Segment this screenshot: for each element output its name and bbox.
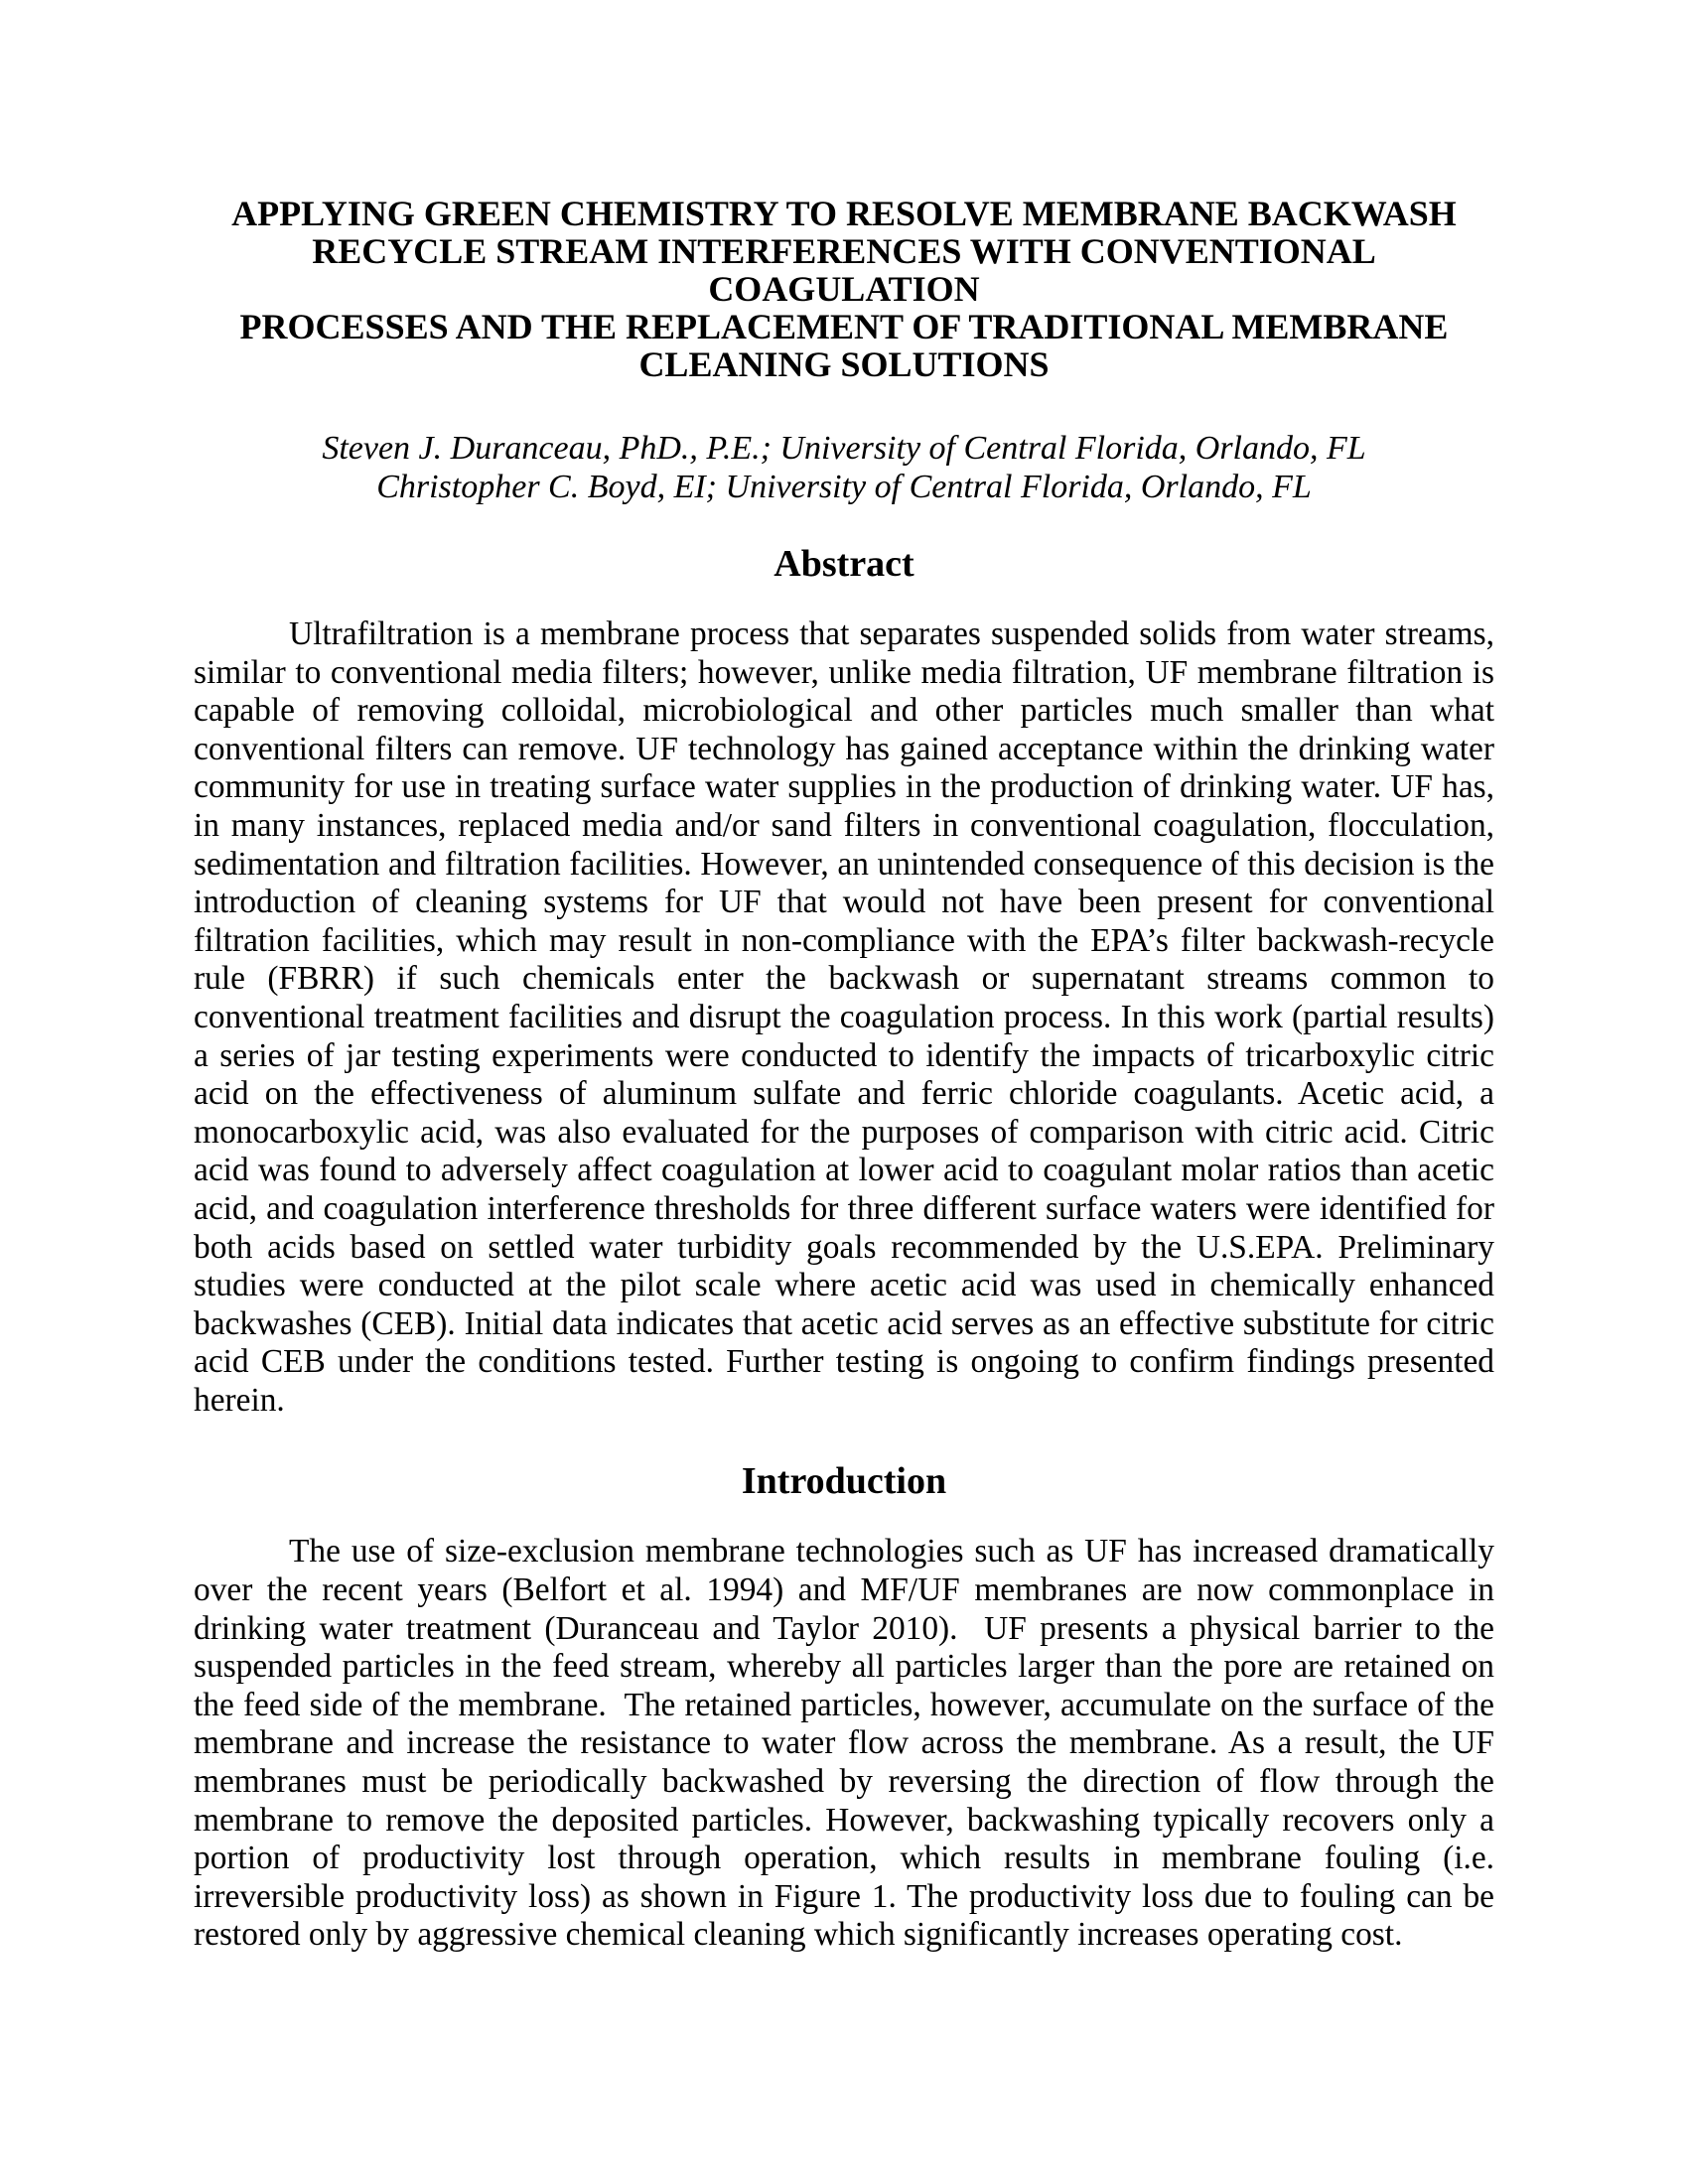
author-block bbox=[194, 429, 1494, 506]
introduction-heading: Introduction bbox=[741, 1460, 947, 1503]
author-line-1: Steven J. Duranceau, PhD., P.E.; University of Central Florida, Orlando, FL bbox=[322, 430, 1366, 467]
abstract-heading: Abstract bbox=[774, 543, 914, 585]
paper-title-line-4: CLEANING SOLUTIONS bbox=[638, 344, 1050, 384]
introduction-paragraph: The use of size-exclusion membrane technologies such as UF has increased dramatically over the recent years (Belfort et al. 1994) and MF/UF membranes are now commonplace in drinking water treatment (Duranceau and Taylor 2010). UF presents a physical barrier to the suspended particles in the feed stream, whereby all particles larger than the pore are retained on the feed side of the membrane. The retained particles, however, accumulate on the surface of the membrane and increase the resistance to water flow across the membrane. As a result, the UF membranes must be periodically backwashed by reversing the direction of flow through the membrane to remove the deposited particles. However, backwashing typically recovers only a portion of productivity lost through operation, which results in membrane fouling (i.e. irreversible productivity loss) as shown in Figure 1. The productivity loss due to fouling can be restored only by aggressive chemical cleaning which significantly increases operating cost. bbox=[194, 1533, 1503, 1954]
paper-title-line-1: APPLYING GREEN CHEMISTRY TO RESOLVE MEMBRANE BACKWASH bbox=[231, 194, 1457, 233]
paper-title bbox=[194, 195, 1494, 383]
paper-title-line-3: PROCESSES AND THE REPLACEMENT OF TRADITIONAL MEMBRANE bbox=[239, 307, 1449, 346]
abstract-paragraph: Ultrafiltration is a membrane process that separates suspended solids from water streams, similar to conventional media filters; however, unlike media filtration, UF membrane filtration is capable of removing colloidal, microbiological and other particles much smaller than what conventional filters can remove. UF technology has gained acceptance within the drinking water community for use in treating surface water supplies in the production of drinking water. UF has, in many instances, replaced media and/or sand filters in conventional coagulation, flocculation, sedimentation and filtration facilities. However, an unintended consequence of this decision is the introduction of cleaning systems for UF that would not have been present for conventional filtration facilities, which may result in non-compliance with the EPA’s filter backwash-recycle rule (FBRR) if such chemicals enter the backwash or supernatant streams common to conventional treatment facilities and disrupt the coagulation process. In this work (partial results) a series of jar testing experiments were conducted to identify the impacts of tricarboxylic citric acid on the effectiveness of aluminum sulfate and ferric chloride coagulants. Acetic acid, a monocarboxylic acid, was also evaluated for the purposes of comparison with citric acid. Citric acid was found to adversely affect coagulation at lower acid to coagulant molar ratios than acetic acid, and coagulation interference thresholds for three different surface waters were identified for both acids based on settled water turbidity goals recommended by the U.S.EPA. Preliminary studies were conducted at the pilot scale where acetic acid was used in chemically enhanced backwashes (CEB). Initial data indicates that acetic acid serves as an effective substitute for citric acid CEB under the conditions tested. Further testing is ongoing to confirm findings presented herein. bbox=[194, 615, 1503, 1419]
author-line-2: Christopher C. Boyd, EI; University of Central Florida, Orlando, FL bbox=[376, 469, 1312, 505]
paper-title-line-2: RECYCLE STREAM INTERFERENCES WITH CONVENTIONAL COAGULATION bbox=[312, 231, 1376, 309]
